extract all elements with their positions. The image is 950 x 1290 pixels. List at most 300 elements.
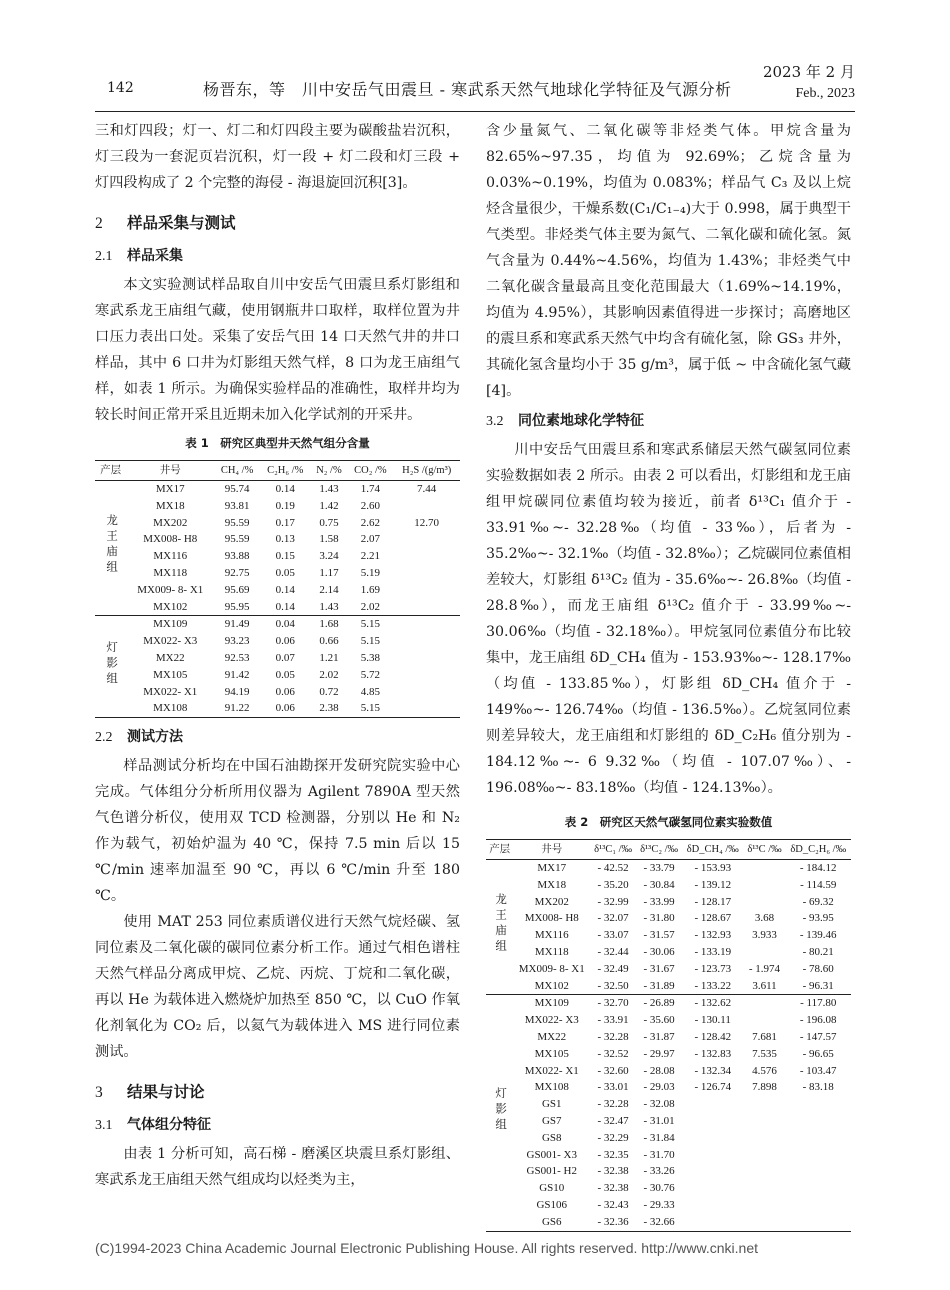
table-cell: - 132.93 — [694, 929, 732, 942]
table-cell: GS8 — [541, 1131, 562, 1144]
paragraph-gas-composition: 由表 1 分析可知，高石梯 - 磨溪区块震旦系灯影组、寒武系龙王庙组天然气组成均以烃类为主， — [95, 1146, 460, 1189]
table-cell: 0.14 — [275, 583, 295, 596]
table-cell — [744, 1163, 786, 1180]
table-cell — [744, 860, 786, 877]
table-row — [95, 633, 460, 650]
section-number: 2.1 — [95, 249, 113, 264]
table-cell — [393, 633, 460, 650]
table-cell: 0.07 — [275, 651, 295, 664]
table-cell: - 117.80 — [785, 995, 851, 1012]
table-row — [95, 565, 460, 582]
table-cell: 4.576 — [752, 1064, 777, 1077]
table-cell — [682, 1113, 743, 1130]
table-cell: - 78.60 — [802, 962, 834, 975]
table-cell: MX105 — [153, 668, 188, 681]
table-row — [486, 894, 851, 911]
table-cell: 0.66 — [319, 635, 339, 648]
section-title: 气体组分特征 — [127, 1117, 211, 1134]
table-row — [95, 582, 460, 599]
table-cell — [393, 565, 460, 582]
table-cell: GS7 — [541, 1114, 562, 1127]
table-row — [95, 667, 460, 684]
table-cell: 95.59 — [224, 516, 250, 529]
table-cell — [682, 1147, 743, 1164]
table-cell — [744, 1214, 786, 1231]
table-cell: 93.88 — [224, 550, 250, 563]
table-cell: MX105 — [534, 1047, 569, 1060]
table-cell: 7.898 — [752, 1081, 777, 1094]
table-cell — [744, 1197, 786, 1214]
table-cell: - 32.29 — [597, 1131, 629, 1144]
table-header-cell: 产层 — [95, 461, 126, 481]
table-row — [95, 700, 460, 717]
table-cell: - 32.49 — [597, 962, 629, 975]
table-cell: - 1.974 — [748, 962, 781, 975]
table-cell: 3.68 — [754, 912, 775, 925]
group-label-text: 龙王庙组 — [105, 514, 118, 577]
table-cell: 2.38 — [310, 700, 347, 717]
table-cell: 1.17 — [319, 566, 339, 579]
table-row — [95, 481, 460, 498]
table-cell — [682, 1130, 743, 1147]
table-cell: - 128.67 — [694, 912, 732, 925]
table-cell: - 96.31 — [802, 979, 834, 992]
table-row — [486, 1214, 851, 1231]
table-cell: MX022- X3 — [524, 1014, 579, 1027]
table-cell: MX22 — [537, 1030, 567, 1043]
table-cell: 2.14 — [319, 583, 339, 596]
table-cell: MX008- H8 — [524, 912, 579, 925]
table-cell: 5.19 — [360, 566, 381, 579]
table-cell: - 28.08 — [643, 1064, 675, 1077]
table-cell: 3.933 — [752, 929, 777, 942]
table-cell: 0.06 — [260, 700, 310, 717]
table-cell: MX108 — [126, 700, 214, 717]
table-cell: 95.59 — [224, 533, 250, 546]
table-cell: - 32.36 — [590, 1214, 636, 1231]
table-cell: 2.02 — [319, 668, 339, 681]
table-cell: 0.15 — [275, 550, 295, 563]
table-row — [95, 650, 460, 667]
table2-caption: 表 2 研究区天然气碳氢同位素实验数值 — [564, 815, 773, 829]
table-cell — [682, 1096, 743, 1113]
table-cell: 2.21 — [360, 550, 381, 563]
table-cell: - 32.99 — [597, 895, 629, 908]
section-heading-2-1 — [95, 243, 460, 270]
table-cell: - 33.01 — [597, 1081, 629, 1094]
table-cell: - 93.95 — [802, 912, 834, 925]
table-cell: 95.69 — [224, 583, 250, 596]
table-cell — [682, 1163, 743, 1180]
table-cell: MX22 — [155, 651, 185, 664]
table-cell: - 30.84 — [643, 878, 675, 891]
table-cell: 0.06 — [275, 685, 295, 698]
section-title: 样品采集 — [127, 248, 183, 264]
section-title: 测试方法 — [127, 729, 183, 746]
section-title: 同位素地球化学特征 — [518, 413, 644, 429]
group-label — [486, 860, 513, 995]
table-cell: - 184.12 — [799, 862, 837, 874]
table-cell: MX118 — [534, 945, 569, 958]
table-cell: GS1 — [541, 1098, 562, 1111]
table-cell: GS10 — [539, 1182, 565, 1195]
table1-caption: 表 1 研究区典型井天然气组分含量 — [185, 436, 370, 450]
table-cell: 5.15 — [348, 616, 394, 633]
table-cell: 93.23 — [224, 635, 250, 648]
table-cell — [744, 1147, 786, 1164]
table-cell — [744, 894, 786, 911]
section-title: 结果与讨论 — [127, 1083, 205, 1102]
table-cell — [393, 616, 460, 633]
table-cell: - 31.70 — [643, 1148, 675, 1161]
group-label — [95, 616, 126, 718]
table-cell: - 128.17 — [694, 895, 732, 908]
table-cell: 0.05 — [275, 566, 295, 579]
paragraph-methods-1: 样品测试分析均在中国石油勘探开发研究院实验中心完成。气体组分分析所用仪器为 Agilent 7890A 型天然气色谱分析仪，使用双 TCD 检测器，分别以 He 和 N₂ 作为载气，初始炉温为 40 ℃，保持 7.5 min 后以 15 ℃/min 速率加温至 90 ℃，再以 6 ℃/min 升至 180 ℃。 — [95, 758, 460, 905]
table-row — [486, 1180, 851, 1197]
table-cell — [393, 667, 460, 684]
table-cell: 7.535 — [752, 1047, 777, 1060]
section-number: 3.2 — [486, 414, 504, 429]
table-header-cell: δD_C₂H₆ /‰ — [785, 840, 851, 860]
left-column — [95, 118, 460, 1193]
table-cell: 0.17 — [275, 516, 295, 529]
table-row — [486, 1130, 851, 1147]
table-cell: - 96.65 — [802, 1047, 834, 1060]
table-cell: GS001- X3 — [526, 1148, 577, 1161]
table-row — [95, 616, 460, 633]
table-cell — [393, 684, 460, 701]
table-cell — [393, 531, 460, 548]
table-cell: 3.24 — [319, 550, 339, 563]
table-cell: 91.49 — [214, 616, 260, 633]
section-heading-3-1 — [95, 1112, 460, 1139]
table-cell: - 26.89 — [636, 995, 682, 1012]
table-cell: MX022- X1 — [143, 685, 198, 698]
table-cell: - 32.44 — [597, 945, 629, 958]
table-row — [95, 548, 460, 565]
table-cell: 0.19 — [275, 499, 295, 512]
table-cell: 5.38 — [360, 651, 381, 664]
page-number: 142 — [107, 80, 134, 96]
table-cell — [785, 1197, 851, 1214]
table-cell — [393, 650, 460, 667]
table-cell: - 83.18 — [802, 1081, 834, 1094]
table-cell: 92.75 — [224, 566, 250, 579]
table-cell: - 30.76 — [643, 1182, 675, 1195]
table1-gas-composition — [95, 460, 460, 718]
copyright-footer: (C)1994-2023 China Academic Journal Electronic Publishing House. All rights reserved. http://www.cnki.net — [95, 1240, 758, 1256]
group-label — [95, 481, 126, 616]
table-cell: - 123.73 — [694, 962, 732, 975]
table-cell: - 80.21 — [802, 945, 834, 958]
section-heading-3 — [95, 1079, 460, 1106]
table-row — [486, 860, 851, 877]
table-cell: GS106 — [536, 1198, 568, 1211]
section-heading-2 — [95, 210, 460, 237]
table-cell: - 32.70 — [590, 995, 636, 1012]
table-row — [486, 995, 851, 1012]
table-cell: - 32.50 — [597, 979, 629, 992]
table-cell — [744, 1113, 786, 1130]
table-row — [95, 684, 460, 701]
table-cell: 1.74 — [360, 483, 381, 495]
table-cell: MX118 — [153, 566, 188, 579]
table-cell — [744, 1180, 786, 1197]
table-cell: 2.60 — [360, 499, 381, 512]
table-cell: MX009- 8- X1 — [518, 962, 585, 975]
table-cell: - 33.79 — [643, 862, 675, 874]
section-number: 3 — [95, 1084, 103, 1102]
table-cell — [393, 582, 460, 599]
table-cell: 0.14 — [275, 600, 295, 613]
table-cell: 4.85 — [360, 685, 381, 698]
table-row — [95, 599, 460, 616]
table-header-cell: δ¹³C₂ /‰ — [636, 840, 682, 860]
table-cell: 93.81 — [224, 499, 250, 512]
table-cell: - 32.07 — [597, 912, 629, 925]
table-cell — [393, 498, 460, 515]
table-header-cell: 井号 — [126, 461, 214, 481]
table-cell: - 32.38 — [597, 1165, 629, 1178]
issue-date-cn: 2023 年 2 月 — [762, 63, 855, 81]
table-cell: - 128.42 — [694, 1030, 732, 1043]
table-row — [486, 877, 851, 894]
table-cell: GS6 — [513, 1214, 590, 1231]
table-cell: MX18 — [537, 878, 567, 891]
group-label-text: 灯影组 — [105, 640, 118, 688]
table-cell — [393, 599, 460, 616]
table-cell — [744, 1012, 786, 1029]
table-cell: MX022- X1 — [524, 1064, 579, 1077]
table-cell — [785, 1163, 851, 1180]
table-cell: - 32.28 — [597, 1030, 629, 1043]
table-cell: - 31.67 — [643, 962, 675, 975]
table-cell: 91.42 — [224, 668, 250, 681]
table-row — [486, 1113, 851, 1130]
table-header-cell: 井号 — [513, 840, 590, 860]
table-row — [486, 1163, 851, 1180]
issue-date — [763, 62, 855, 104]
table-cell: 7.44 — [417, 483, 437, 495]
table-row — [486, 1096, 851, 1113]
table-cell: MX109 — [126, 616, 214, 633]
table-cell: 92.53 — [224, 651, 250, 664]
table-cell: - 32.52 — [597, 1047, 629, 1060]
table-row — [95, 498, 460, 515]
table-cell — [744, 877, 786, 894]
table-cell — [682, 1214, 743, 1231]
table-cell: MX102 — [153, 600, 188, 613]
table-row — [486, 1046, 851, 1063]
table-cell: - 32.47 — [597, 1114, 629, 1127]
table-cell: - 32.43 — [597, 1198, 629, 1211]
table-row — [486, 978, 851, 995]
table-cell: - 103.47 — [799, 1064, 837, 1077]
table-cell: MX116 — [534, 929, 569, 942]
table-header-cell: δ¹³C /‰ — [744, 840, 786, 860]
table-cell: - 33.26 — [643, 1165, 675, 1178]
running-header — [95, 62, 855, 112]
table-cell: - 196.08 — [799, 1014, 837, 1027]
table-cell: - 32.08 — [643, 1098, 675, 1111]
table-cell: - 29.03 — [643, 1081, 675, 1094]
table-cell: - 31.01 — [643, 1114, 675, 1127]
issue-date-en: Feb., 2023 — [795, 86, 855, 101]
table-cell: - 31.80 — [643, 912, 675, 925]
table-cell: 0.06 — [275, 635, 295, 648]
table-cell: - 31.57 — [643, 929, 675, 942]
table-cell: 2.62 — [360, 516, 381, 529]
table-header-cell: δD_CH₄ /‰ — [682, 840, 743, 860]
table-cell: MX022- X3 — [143, 635, 198, 648]
table-row — [486, 944, 851, 961]
table-cell: - 130.11 — [694, 1014, 731, 1027]
table-cell: - 33.99 — [643, 895, 675, 908]
table-row — [486, 1147, 851, 1164]
table-cell: - 35.60 — [643, 1014, 675, 1027]
table-cell: - 29.97 — [643, 1047, 675, 1060]
table-cell: - 33.07 — [597, 929, 629, 942]
table-row — [486, 1063, 851, 1080]
table-header-cell: C₂H₆ /% — [260, 461, 310, 481]
table-cell — [393, 548, 460, 565]
table-cell: 0.14 — [275, 483, 295, 495]
paragraph-methods-2: 使用 MAT 253 同位素质谱仪进行天然气烷烃碳、氢同位素及二氧化碳的碳同位素分析工作。通过气相色谱柱天然气样品分离成甲烷、乙烷、丙烷、丁烷和二氧化碳，再以 He 为载体进入燃烧炉加热至 850 ℃，以 CuO 作氧化剂氧化为 CO₂ 后，以氦气为载体进入 MS 进行同位素测试。 — [95, 914, 460, 1061]
table-cell: - 35.20 — [597, 878, 629, 891]
table-row — [486, 1012, 851, 1029]
table-row — [95, 515, 460, 532]
table-cell: 94.19 — [224, 685, 250, 698]
table-cell — [744, 1130, 786, 1147]
table-row — [486, 1079, 851, 1096]
table-cell: 0.72 — [319, 685, 339, 698]
table2-isotope-data — [486, 839, 851, 1232]
table-header-cell: δ¹³C₁ /‰ — [590, 840, 636, 860]
table-cell: MX102 — [534, 979, 569, 992]
table-header-cell: N₂ /% — [310, 461, 347, 481]
table-cell: - 147.57 — [799, 1030, 837, 1043]
table-cell: 7.681 — [752, 1030, 777, 1043]
table-cell: - 31.89 — [643, 979, 675, 992]
table-cell: - 133.19 — [694, 945, 732, 958]
table-cell: MX009- 8- X1 — [137, 583, 204, 596]
table-cell: 1.69 — [360, 583, 381, 596]
running-title: 杨晋东，等 川中安岳气田震旦 - 寒武系天然气地球化学特征及气源分析 — [203, 80, 732, 99]
section-heading-3-2 — [486, 408, 851, 435]
table-cell: - 132.62 — [682, 995, 743, 1012]
table-cell: 12.70 — [414, 516, 440, 529]
table-cell: - 32.38 — [597, 1182, 629, 1195]
table-row — [95, 531, 460, 548]
table-cell — [785, 1214, 851, 1231]
table-cell: 95.95 — [224, 600, 250, 613]
table-cell: - 32.66 — [636, 1214, 682, 1231]
table-row — [486, 910, 851, 927]
table-cell — [785, 1130, 851, 1147]
table-cell: 1.42 — [319, 499, 339, 512]
table-cell: 1.68 — [310, 616, 347, 633]
table-cell: 0.04 — [260, 616, 310, 633]
table-cell: MX108 — [534, 1081, 569, 1094]
table-cell: 0.13 — [275, 533, 295, 546]
right-column — [486, 118, 851, 1232]
group-label-text: 灯影组 — [494, 1086, 507, 1134]
table-cell: - 32.35 — [597, 1148, 629, 1161]
table-cell: - 29.33 — [643, 1198, 675, 1211]
table-cell: - 31.84 — [643, 1131, 675, 1144]
table-cell — [744, 944, 786, 961]
table-header-cell: 产层 — [486, 840, 513, 860]
paragraph-gas-composition-cont: 含少量氮气、二氧化碳等非烃类气体。甲烷含量为 82.65%~97.35，均值为 92.69%；乙烷含量为 0.03%~0.19%，均值为 0.083%；样品气 C₃ 及以上烷烃含量很少，干燥系数(C₁/C₁₋₄)大于 0.998，属于典型干气类型。非烃类气体主要为氮气、二氧化碳和硫化氢。氮气含量为 0.44%~4.56%，均值为 1.43%；非烃类气中二氧化碳含量最高且变化范围最大（1.69%~14.19%，均值为 4.95%），其影响因素值得进一步探讨；高磨地区的震旦系和寒武系天然气中均含有硫化氢，除 GS₃ 井外，其硫化氢含量均小于 35 g/m³，属于低 ~ 中含硫化氢气藏[4]。 — [486, 123, 851, 399]
table-cell: - 69.32 — [802, 895, 834, 908]
group-label-text: 龙王庙组 — [494, 893, 507, 956]
table-cell: - 31.87 — [643, 1030, 675, 1043]
table-cell: MX202 — [534, 895, 569, 908]
table-cell — [785, 1113, 851, 1130]
table-cell: - 139.46 — [799, 929, 837, 942]
table-cell: 1.43 — [319, 483, 339, 495]
table-cell: 2.02 — [360, 600, 381, 613]
section-title: 样品采集与测试 — [127, 214, 236, 232]
table-cell: 95.74 — [224, 483, 250, 495]
table-cell — [682, 1197, 743, 1214]
table-cell: MX17 — [537, 862, 567, 874]
group-label — [486, 995, 513, 1231]
table-cell: - 30.06 — [643, 945, 675, 958]
table-cell: 3.611 — [752, 979, 777, 992]
table-cell — [682, 1180, 743, 1197]
table-row — [486, 961, 851, 978]
table-cell — [393, 700, 460, 717]
table-cell: 0.75 — [319, 516, 339, 529]
table-cell: 1.21 — [319, 651, 339, 664]
table-row — [486, 1029, 851, 1046]
table-header-cell: H₂S /(g/m³) — [393, 461, 460, 481]
table-cell — [785, 1147, 851, 1164]
table-cell: 5.15 — [348, 700, 394, 717]
table-cell: MX116 — [153, 550, 188, 563]
table-cell: - 126.74 — [694, 1081, 732, 1094]
table-header-cell: CO₂ /% — [348, 461, 394, 481]
table-cell: - 132.34 — [694, 1064, 732, 1077]
table-cell: - 153.93 — [694, 862, 732, 874]
table-cell: MX18 — [155, 499, 185, 512]
table-cell: - 33.91 — [597, 1014, 629, 1027]
section-number: 2.2 — [95, 730, 113, 746]
table-cell — [744, 995, 786, 1012]
table-row — [486, 927, 851, 944]
table-cell: 91.22 — [214, 700, 260, 717]
table-cell: - 32.60 — [597, 1064, 629, 1077]
table-cell — [744, 1096, 786, 1113]
table-cell: MX202 — [153, 516, 188, 529]
section-heading-2-2 — [95, 724, 460, 751]
header-rule — [95, 111, 855, 112]
table-cell — [785, 1180, 851, 1197]
paragraph-isotope: 川中安岳气田震旦系和寒武系储层天然气碳氢同位素实验数据如表 2 所示。由表 2 可以看出，灯影组和龙王庙组甲烷碳同位素值均较为接近，前者 δ¹³C₁ 值介于 - 33.91‰~- 32.28‰（均值 - 33‰），后者为 - 35.2‰~- 32.1‰（均值 - 32.8‰）；乙烷碳同位素值相差较大，灯影组 δ¹³C₂ 值为 - 35.6‰~- 26.8‰（均值 - 28.8‰），而龙王庙组 δ¹³C₂ 值介于 - 33.99‰~- 30.06‰（均值 - 32.18‰）。甲烷氢同位素值分布比较集中，龙王庙组 δD_CH₄ 值为 - 153.93‰~- 128.17‰（均值 - 133.85‰），灯影组 δD_CH₄ 值介于 - 149‰~- 126.74‰（均值 - 136.5‰）。乙烷氢同位素则差异较大，龙王庙组和灯影组的 δD_C₂H₆ 值分别为 - 184.12‰~- 6 9.32‰（均值 - 107.07‰）、- 196.08‰~- 83.18‰（均值 - 124.13‰）。 — [486, 442, 851, 796]
table-header-cell: CH₄ /% — [214, 461, 260, 481]
table-cell — [785, 1096, 851, 1113]
table-cell: 5.72 — [360, 668, 381, 681]
table-cell: MX109 — [513, 995, 590, 1012]
table-cell: MX008- H8 — [143, 533, 198, 546]
paragraph-intro: 三和灯四段；灯一、灯二和灯四段主要为碳酸盐岩沉积，灯三段为一套泥页岩沉积，灯一段 + 灯二段和灯三段 + 灯四段构成了 2 个完整的海侵 - 海退旋回沉积[3]。 — [95, 123, 460, 191]
table-cell: 2.07 — [360, 533, 381, 546]
table-cell: 1.58 — [319, 533, 339, 546]
table-cell: 0.05 — [275, 668, 295, 681]
table-cell: - 132.83 — [694, 1047, 732, 1060]
